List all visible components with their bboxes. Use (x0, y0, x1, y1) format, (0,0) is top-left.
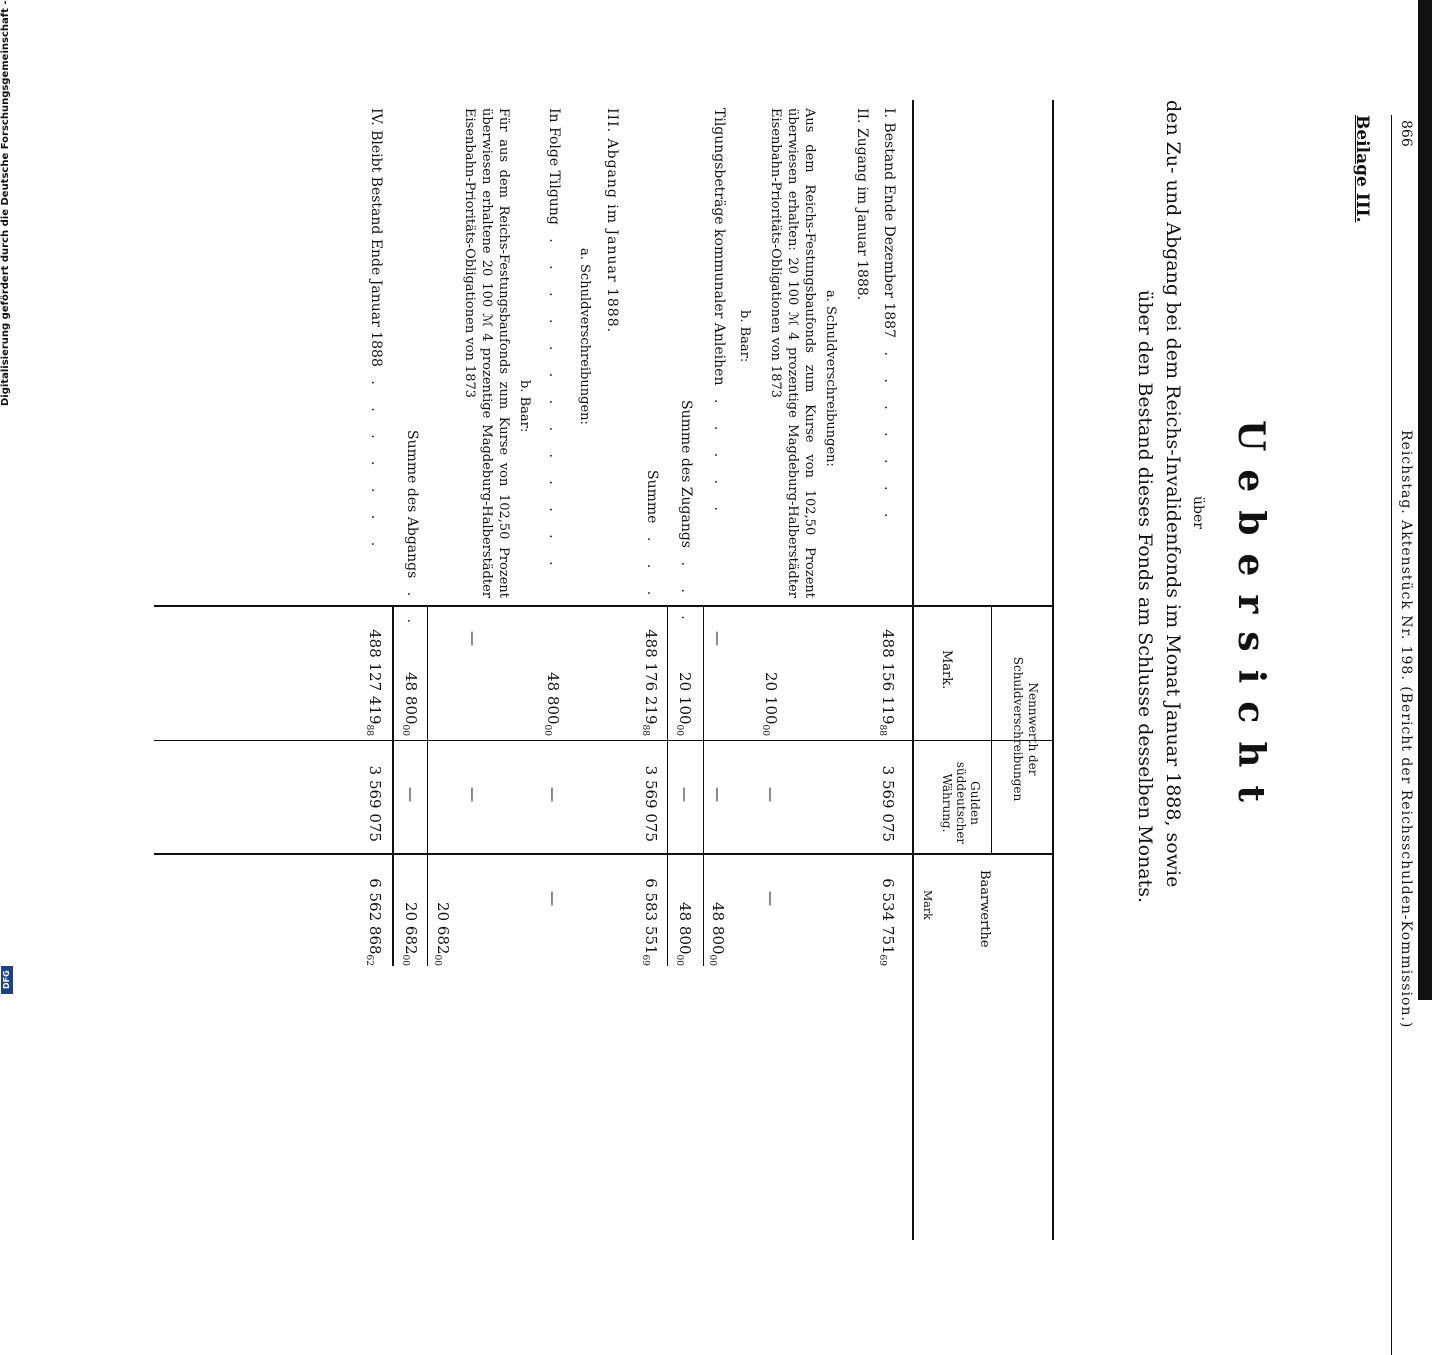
row-tilgungsbetraege: Tilgungsbeträge kommunaler Anleihen . . . . . (711, 108, 727, 520)
cell-baar (877, 856, 897, 966)
cell-gulden: — (544, 787, 562, 802)
cell-baar-value: 48 800 (676, 902, 694, 955)
cell-baar-value: 48 800 (709, 902, 727, 955)
running-head-rule (1391, 115, 1392, 1355)
cell-baar-value: 6 534 751 (879, 878, 897, 955)
cell-mark-value: 48 800 (544, 672, 562, 725)
row-label: In Folge Tilgung (546, 108, 562, 225)
row-label: Summe (644, 470, 660, 524)
cell-gulden: — (402, 787, 420, 802)
subtotal-rule-abgang (427, 606, 428, 966)
beilage-label: Beilage III. (1352, 115, 1372, 223)
title-line2: über den Bestand dieses Fonds am Schlusse desselben Monats. (1134, 290, 1156, 904)
section-abgang: III. Abgang im Januar 1888. (604, 108, 620, 334)
col-divider-mark (154, 740, 1054, 741)
cell-gulden: — (762, 787, 780, 802)
cell-baar (707, 856, 727, 966)
cell-mark: — (464, 631, 482, 646)
nominal-group-rule (991, 605, 992, 853)
cell-mark (674, 606, 694, 736)
cell-gulden: — (676, 787, 694, 802)
table-top-rule (1052, 100, 1054, 1240)
cell-mark-fraction: 00 (760, 724, 770, 736)
cell-baar-fraction: 69 (640, 954, 650, 966)
cell-mark-value: 488 156 119 (879, 629, 897, 725)
subtotal-rule (703, 606, 704, 966)
cell-baar-fraction: 00 (432, 954, 442, 966)
cell-mark-value: 488 176 219 (642, 629, 660, 725)
row-festungsbau-abgang: Für aus dem Reichs-Festungsbaufonds zum Kurse von 102,50 Prozent überwiesen erhaltene 20 100 ℳ 4 prozentige Magdeburg-Halberstädter Eisenbahn-Prioritäts-Obligationen von 1873 (462, 108, 511, 598)
col-divider-gulden (154, 853, 1054, 855)
cell-mark (760, 606, 780, 736)
sub-a-schuldverschreibungen: a. Schuldverschreibungen: (823, 290, 838, 467)
sub-b-baar: b. Baar: (737, 310, 752, 363)
cell-mark-value: 48 800 (402, 672, 420, 725)
row-label: Tilgungsbeträge kommunaler Anleihen (711, 108, 727, 386)
row-summe-zugang: Summe des Zugangs . . . (678, 400, 694, 629)
row-summe: Summe . . . (644, 470, 660, 605)
cell-baar (674, 856, 694, 966)
row-label: IV. Bleibt Bestand Ende Januar 1888 (368, 108, 384, 367)
cell-mark-fraction: 88 (877, 724, 887, 736)
cell-mark-value: 20 100 (762, 672, 780, 725)
cell-baar-value: 6 583 551 (642, 878, 660, 955)
cell-mark-fraction: 88 (640, 724, 650, 736)
row-festungsbau-zugang: Aus dem Reichs-Festungsbaufonds zum Kurse von 102,50 Prozent überwiesen erhalten: 20 100 ℳ 4 prozentige Magdeburg-Halberstädter Eisenbahn-Prioritäts-Obligationen von 1873 (768, 108, 817, 598)
cell-baar (364, 856, 384, 966)
row-label: Summe des Abgangs (404, 430, 420, 579)
cell-gulden: 3 569 075 (642, 765, 660, 842)
cell-baar (432, 856, 452, 966)
header-nominal: Nennwerth der Schuldverschreibungen (1011, 656, 1040, 802)
cell-baar (400, 856, 420, 966)
cell-gulden: 3 569 075 (879, 765, 897, 842)
cell-mark (640, 606, 660, 736)
cell-baar (640, 856, 660, 966)
cell-baar: — (544, 891, 562, 906)
sub-a-schuldverschreibungen-abgang: a. Schuldverschreibungen: (577, 248, 592, 425)
row-folge-tilgung: In Folge Tilgung . . . . . . . . . . . . . (546, 108, 562, 575)
cell-mark: — (709, 631, 727, 646)
cell-mark (877, 606, 897, 736)
cell-baar-value: 20 682 (402, 902, 420, 955)
cell-baar-fraction: 00 (400, 954, 410, 966)
credit-text: Digitalisierung gefördert durch die Deutsche Forschungsgemeinschaft - (0, 0, 11, 406)
header-gulden: Gulden süddeutscher Währung. (940, 761, 982, 845)
cell-baar-fraction: 00 (674, 954, 684, 966)
cell-mark (542, 606, 562, 736)
row-label: I. Bestand Ende Dezember 1887 (881, 108, 897, 338)
cell-baar-value: 6 562 868 (366, 878, 384, 955)
cell-baar-fraction: 62 (364, 954, 374, 966)
cell-baar-fraction: 69 (877, 954, 887, 966)
row-summe-abgang: Summe des Abgangs . . (404, 430, 420, 633)
title-line1: den Zu- und Abgang bei dem Reichs-Invalidenfonds im Monat Januar 1888, sowie (1162, 100, 1184, 888)
cell-gulden: 3 569 075 (366, 765, 384, 842)
cell-baar-fraction: 00 (707, 954, 717, 966)
cell-mark-fraction: 00 (674, 724, 684, 736)
row-label: Summe des Zugangs (678, 400, 694, 548)
row-bestand-jan: IV. Bleibt Bestand Ende Januar 1888 . . . . . . . (368, 108, 384, 556)
dfg-logo: DFG (1, 966, 13, 994)
title-ueber: über (1190, 496, 1206, 529)
rotated-document (28, 0, 1432, 1029)
title-main: Uebersicht (1230, 420, 1272, 821)
cell-mark-value: 488 127 419 (366, 629, 384, 725)
col-divider-label (154, 605, 1054, 607)
table-header-rule (912, 100, 914, 1240)
cell-mark-fraction: 00 (542, 724, 552, 736)
row-bestand-dez: I. Bestand Ende Dezember 1887 . . . . . . . (881, 108, 897, 527)
sum-rule (667, 606, 668, 966)
cell-mark (364, 606, 384, 736)
cell-mark (400, 606, 420, 736)
cell-mark-fraction: 00 (400, 724, 410, 736)
cell-gulden: — (709, 787, 727, 802)
cell-baar-value: 20 682 (434, 902, 452, 955)
final-rule (392, 606, 394, 966)
sub-b-baar-abgang: b. Baar: (517, 380, 532, 433)
page-number: 866 (1398, 120, 1414, 147)
section-zugang: II. Zugang im Januar 1888. (854, 108, 870, 301)
header-mark: Mark. (939, 650, 954, 690)
header-baar: Baarwerthe (977, 870, 992, 948)
cell-baar: — (762, 891, 780, 906)
running-head: Reichstag. Aktenstück Nr. 198. (Bericht der Reichsschulden-Kommission.) (1398, 430, 1414, 1029)
cell-mark-value: 20 100 (676, 672, 694, 725)
cell-gulden: — (464, 787, 482, 802)
header-baar-mark: Mark (921, 890, 934, 920)
cell-mark-fraction: 88 (364, 724, 374, 736)
digitization-credit (0, 0, 14, 1000)
